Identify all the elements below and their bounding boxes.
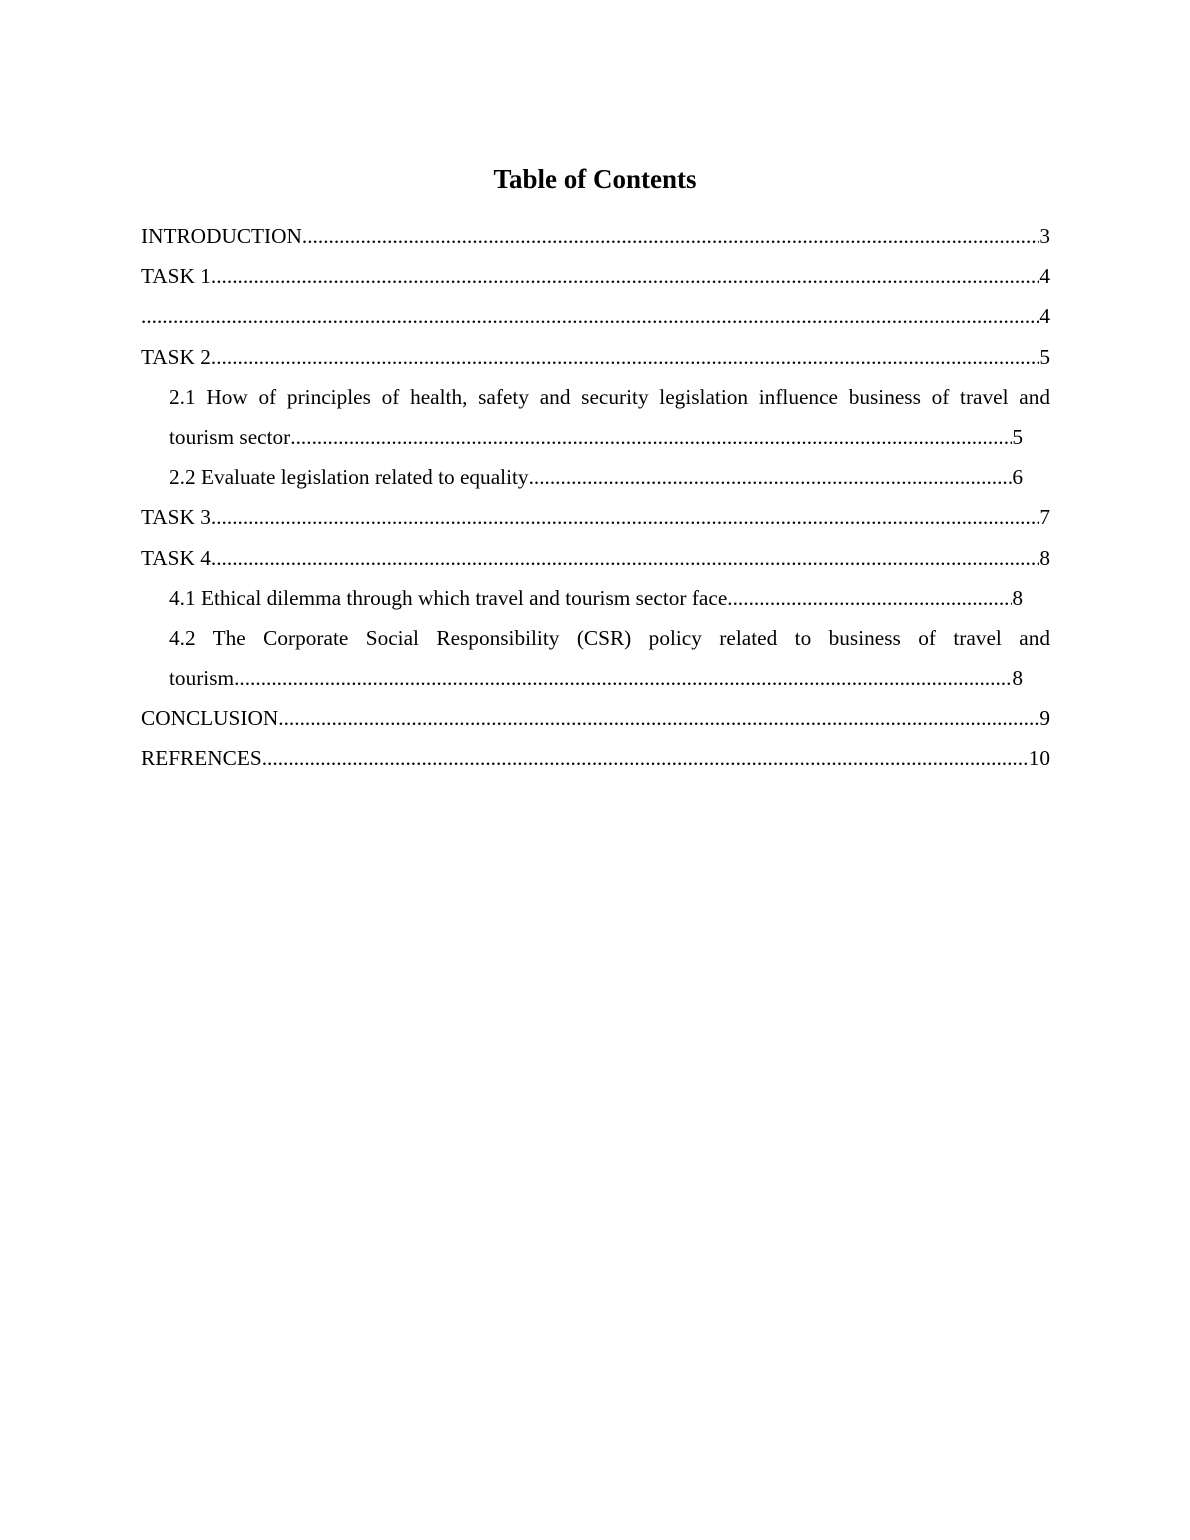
toc-entry-label-line-1: 2.1 How of principles of health, safety and security legislation influence business of travel and <box>169 384 1050 409</box>
toc-page-number: 9 <box>1039 706 1050 731</box>
dot-leader <box>529 457 1013 497</box>
toc-entry-conclusion[interactable] <box>141 698 1050 738</box>
toc-page-number: 4 <box>1039 304 1050 329</box>
toc-entry-4-1[interactable] <box>141 578 1023 618</box>
toc-entry-label: REFRENCES <box>141 746 262 771</box>
toc-entry-label: TASK 1 <box>141 264 211 289</box>
toc-entry-label: CONCLUSION <box>141 706 279 731</box>
toc-entry-references[interactable] <box>141 738 1050 778</box>
toc-page-number: 5 <box>1012 424 1023 449</box>
toc-entry-4-2[interactable] <box>141 618 1050 698</box>
toc-entry-task-1[interactable] <box>141 256 1050 296</box>
dot-leader <box>262 738 1029 778</box>
toc-entry-label: INTRODUCTION <box>141 224 302 248</box>
toc-entry-label: 4.1 Ethical dilemma through which travel and tourism sector face <box>169 585 728 610</box>
toc-entry-label-line-2: tourism sector <box>169 424 291 449</box>
dot-leader <box>727 578 1012 618</box>
dot-leader <box>211 256 1039 296</box>
toc-entry-label: 2.2 Evaluate legislation related to equality <box>169 465 529 490</box>
toc-entry-introduction[interactable] <box>141 216 1050 256</box>
toc-page-number: 5 <box>1039 344 1050 369</box>
dot-leader <box>141 296 1039 336</box>
toc-entry-2-1[interactable] <box>141 377 1050 457</box>
dot-leader <box>290 417 1012 457</box>
toc-entry-task-3[interactable] <box>141 497 1050 537</box>
toc-entry-line-2 <box>169 417 1023 457</box>
toc-entry-label: TASK 4 <box>141 545 211 570</box>
toc-page-number: 4 <box>1039 264 1050 289</box>
toc-page-number: 10 <box>1028 746 1050 771</box>
toc-entry-line-2 <box>169 658 1023 698</box>
toc-entry-label-line-1: 4.2 The Corporate Social Responsibility (CSR) policy related to business of travel and <box>169 625 1050 650</box>
toc-page-number: 6 <box>1012 465 1023 490</box>
toc-page-number: 8 <box>1012 666 1023 691</box>
toc-entry-label: TASK 2 <box>141 344 211 369</box>
toc-entry-label: TASK 3 <box>141 505 211 530</box>
dot-leader <box>234 658 1012 698</box>
dot-leader <box>211 538 1039 578</box>
toc-title: Table of Contents <box>493 164 697 194</box>
dot-leader <box>211 497 1039 537</box>
table-of-contents <box>141 216 1050 779</box>
toc-entry-2-2[interactable] <box>141 457 1023 497</box>
toc-page-number: 3 <box>1039 224 1050 248</box>
toc-entry-empty[interactable] <box>141 296 1050 336</box>
dot-leader <box>278 698 1039 738</box>
toc-entry-label-line-2: tourism <box>169 666 235 691</box>
toc-page-number: 8 <box>1039 545 1050 570</box>
toc-entry-task-2[interactable] <box>141 337 1050 377</box>
toc-page-number: 8 <box>1012 585 1023 610</box>
toc-entry-task-4[interactable] <box>141 538 1050 578</box>
toc-page-number: 7 <box>1039 505 1050 530</box>
dot-leader <box>302 216 1039 256</box>
dot-leader <box>211 337 1039 377</box>
